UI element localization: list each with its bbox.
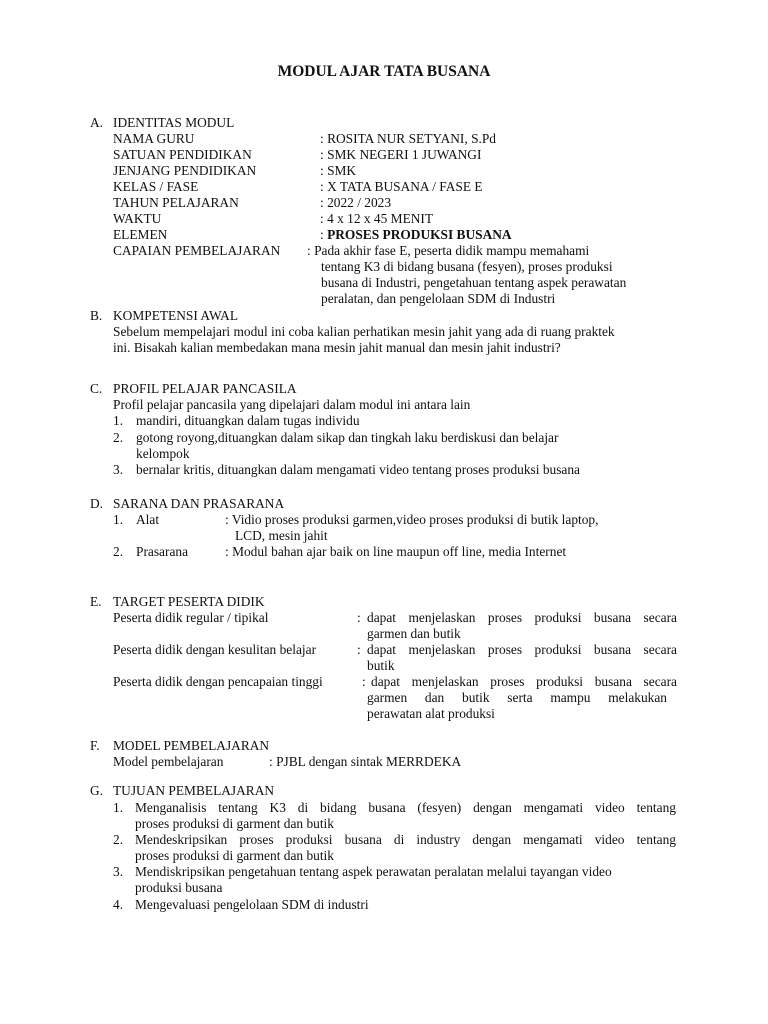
identity-value: : X TATA BUSANA / FASE E [320,179,483,194]
section-e-heading: TARGET PESERTA DIDIK [113,594,265,609]
section-g-letter: G. [90,783,104,798]
list-number: 1. [113,512,124,527]
list-number: 2. [113,430,124,445]
target-colon: : [357,642,361,657]
identity-label: WAKTU [113,211,162,226]
identity-value-cont: tentang K3 di bidang busana (fesyen), proses produksi [321,259,613,274]
identity-value-cont: busana di Industri, pengetahuan tentang aspek perawatan [321,275,627,290]
target-value: dapat menjelaskan proses produksi busana secara [367,610,677,625]
target-value-cont: garmen dan butik [367,626,461,641]
identity-label: CAPAIAN PEMBELAJARAN [113,243,281,258]
list-item: bernalar kritis, dituangkan dalam mengamati video tentang proses produksi busana [136,462,581,477]
identity-label: ELEMEN [113,227,168,242]
section-d-letter: D. [90,496,104,511]
paragraph-line: Sebelum mempelajari modul ini coba kalian perhatikan mesin jahit yang ada di ruang praktek [113,324,615,339]
facility-value: : Vidio proses produksi garmen,video proses produksi di butik laptop, [225,512,599,527]
identity-value: : SMK NEGERI 1 JUWANGI [320,147,482,162]
facility-label: Prasarana [136,544,189,559]
model-value: : PJBL dengan sintak MERRDEKA [269,754,462,769]
list-number: 2. [113,544,124,559]
identity-colon: : [320,227,328,242]
identity-value [320,227,512,243]
target-label: Peserta didik regular / tipikal [113,610,269,625]
facility-value-cont: LCD, mesin jahit [235,528,328,543]
list-number: 2. [113,832,124,847]
elemen-value: PROSES PRODUKSI BUSANA [327,227,512,242]
identity-value: : ROSITA NUR SETYANI, S.Pd [320,131,497,146]
section-a-heading: IDENTITAS MODUL [113,115,235,130]
section-b-letter: B. [90,308,103,323]
facility-value: : Modul bahan ajar baik on line maupun off line, media Internet [225,544,567,559]
facility-label: Alat [136,512,160,527]
list-item: mandiri, dituangkan dalam tugas individu [136,413,360,428]
list-item: Mendiskripsikan pengetahuan tentang aspek perawatan peralatan melalui tayangan video [135,864,612,879]
list-item-cont: produksi busana [135,880,223,895]
target-label: Peserta didik dengan kesulitan belajar [113,642,317,657]
list-item: gotong royong,dituangkan dalam sikap dan tingkah laku berdiskusi dan belajar [136,430,559,445]
list-number: 4. [113,897,124,912]
model-label: Model pembelajaran [113,754,224,769]
list-number: 1. [113,413,124,428]
list-item: Mengevaluasi pengelolaan SDM di industri [135,897,369,912]
identity-label: SATUAN PENDIDIKAN [113,147,252,162]
section-b-heading: KOMPETENSI AWAL [113,308,239,323]
target-value-cont: perawatan alat produksi [367,706,495,721]
section-d-heading: SARANA DAN PRASARANA [113,496,285,511]
section-a-letter: A. [90,115,104,130]
section-c-letter: C. [90,381,103,396]
identity-value: : SMK [320,163,357,178]
target-value: dapat menjelaskan proses produksi busana secara [371,674,677,689]
identity-label: KELAS / FASE [113,179,199,194]
identity-value: : Pada akhir fase E, peserta didik mampu memahami [307,243,590,258]
list-item: Mendeskripsikan proses produksi busana di industry dengan mengamati video tentang [135,832,676,847]
section-e-letter: E. [90,594,102,609]
section-c-heading: PROFIL PELAJAR PANCASILA [113,381,297,396]
identity-value-cont: peralatan, dan pengelolaan SDM di Industri [321,291,556,306]
paragraph-line: ini. Bisakah kalian membedakan mana mesin jahit manual dan mesin jahit industri? [113,340,561,355]
section-f-letter: F. [90,738,100,753]
identity-label: TAHUN PELAJARAN [113,195,239,210]
list-number: 3. [113,462,124,477]
target-value: dapat menjelaskan proses produksi busana secara [367,642,677,657]
page-title: MODUL AJAR TATA BUSANA [277,63,491,80]
target-colon: : [357,610,361,625]
identity-label: JENJANG PENDIDIKAN [113,163,257,178]
target-colon: : [362,674,366,689]
section-g-heading: TUJUAN PEMBELAJARAN [113,783,275,798]
identity-label: NAMA GURU [113,131,195,146]
list-item-cont: proses produksi di garment dan butik [135,816,334,831]
target-value-cont: butik [367,658,395,673]
list-item-cont: proses produksi di garment dan butik [135,848,334,863]
section-c-intro: Profil pelajar pancasila yang dipelajari dalam modul ini antara lain [113,397,471,412]
identity-value: : 2022 / 2023 [320,195,392,210]
target-label: Peserta didik dengan pencapaian tinggi [113,674,323,689]
section-f-heading: MODEL PEMBELAJARAN [113,738,270,753]
target-value-cont: garmen dan butik serta mampu melakukan [367,690,667,705]
list-number: 3. [113,864,124,879]
list-item-cont: kelompok [136,446,190,461]
identity-value: : 4 x 12 x 45 MENIT [320,211,434,226]
list-item: Menganalisis tentang K3 di bidang busana (fesyen) dengan mengamati video tentang [135,800,676,815]
list-number: 1. [113,800,124,815]
